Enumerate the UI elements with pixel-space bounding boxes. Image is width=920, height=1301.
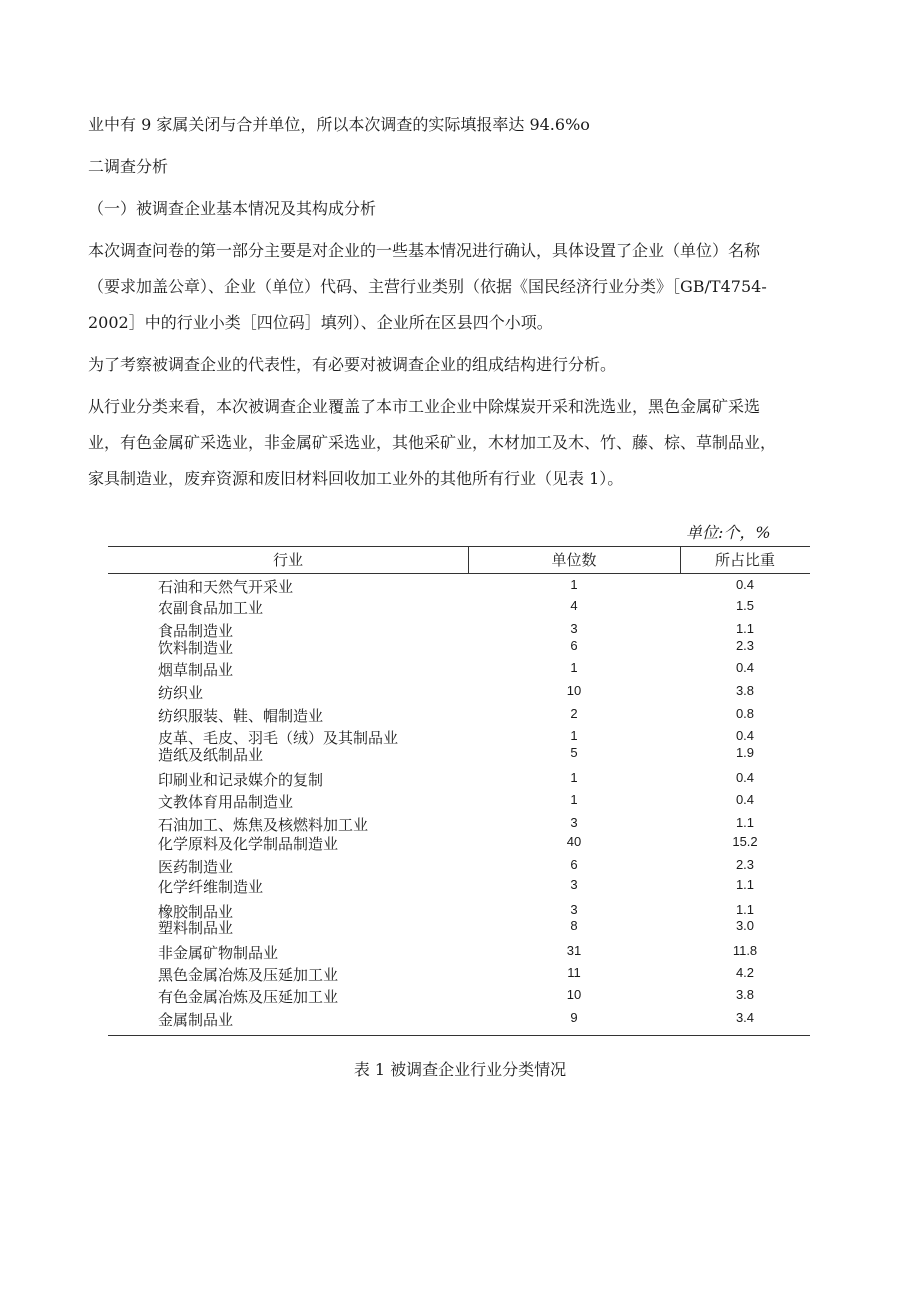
industry-name-cell: 纺织服装、鞋、帽制造业 xyxy=(158,707,324,725)
industry-name-cell: 农副食品加工业 xyxy=(158,599,264,617)
paragraph-questionnaire-line2: （要求加盖公章）、企业（单位）代码、主营行业类别（依据《国民经济行业分类》［GB/T4754- xyxy=(88,277,767,296)
paragraph-industry-line2: 业，有色金属矿采选业，非金属矿采选业，其他采矿业，木材加工及木、竹、藤、棕、草制品业， xyxy=(88,433,777,452)
industry-name-cell: 有色金属冶炼及压延加工业 xyxy=(158,988,339,1006)
industry-name-cell: 饮料制造业 xyxy=(158,639,234,657)
share-cell: 1.1 xyxy=(735,877,755,892)
unit-count-cell: 31 xyxy=(566,943,582,958)
share-cell: 1.9 xyxy=(735,745,755,760)
share-cell: 11.8 xyxy=(732,943,758,958)
table-row xyxy=(108,620,810,638)
unit-count-cell: 11 xyxy=(567,965,581,980)
paragraph-industry-line1: 从行业分类来看，本次被调查企业覆盖了本市工业企业中除煤炭开采和洗选业，黑色金属矿采选 xyxy=(88,397,761,416)
industry-name-cell: 造纸及纸制品业 xyxy=(158,746,264,764)
share-cell: 1.1 xyxy=(735,621,755,636)
table-row xyxy=(108,833,810,851)
industry-name-cell: 化学纤维制造业 xyxy=(158,878,264,896)
share-cell: 0.4 xyxy=(735,770,755,785)
unit-count-cell: 5 xyxy=(570,745,578,760)
industry-name-cell: 橡胶制品业 xyxy=(158,903,234,921)
table-header-rule xyxy=(108,573,810,574)
table-row xyxy=(108,637,810,655)
section-heading-analysis: 二调查分析 xyxy=(88,157,169,176)
share-cell: 3.8 xyxy=(735,987,755,1002)
share-cell: 0.4 xyxy=(735,577,755,592)
share-cell: 1.1 xyxy=(735,815,755,830)
unit-count-cell: 9 xyxy=(570,1010,578,1025)
industry-name-cell: 纺织业 xyxy=(158,684,204,702)
unit-count-cell: 40 xyxy=(566,834,582,849)
unit-count-cell: 3 xyxy=(570,902,578,917)
share-cell: 0.4 xyxy=(735,660,755,675)
paragraph-representativeness: 为了考察被调查企业的代表性，有必要对被调查企业的组成结构进行分析。 xyxy=(88,355,617,374)
share-cell: 1.1 xyxy=(735,902,755,917)
table-row xyxy=(108,705,810,723)
industry-name-cell: 非金属矿物制品业 xyxy=(158,944,279,962)
unit-count-cell: 1 xyxy=(570,577,578,592)
unit-count-cell: 10 xyxy=(566,987,582,1002)
table-row xyxy=(108,597,810,615)
header-industry: 行业 xyxy=(272,551,303,569)
unit-count-cell: 10 xyxy=(566,683,582,698)
table-row xyxy=(108,917,810,935)
unit-count-cell: 4 xyxy=(570,598,578,613)
table-row xyxy=(108,1009,810,1027)
table-top-rule xyxy=(108,546,810,547)
share-cell: 3.8 xyxy=(735,683,755,698)
industry-name-cell: 塑料制品业 xyxy=(158,919,234,937)
industry-name-cell: 石油和天然气开采业 xyxy=(158,578,294,596)
industry-name-cell: 化学原料及化学制品制造业 xyxy=(158,835,339,853)
table-row xyxy=(108,814,810,832)
paragraph-questionnaire-line3: 2002］中的行业小类［四位码］填列）、企业所在区县四个小项。 xyxy=(88,313,553,332)
share-cell: 3.4 xyxy=(735,1010,755,1025)
industry-name-cell: 烟草制品业 xyxy=(158,661,234,679)
industry-name-cell: 印刷业和记录媒介的复制 xyxy=(158,771,324,789)
industry-name-cell: 金属制品业 xyxy=(158,1011,234,1029)
unit-count-cell: 2 xyxy=(570,706,578,721)
table-row xyxy=(108,964,810,982)
industry-name-cell: 黑色金属冶炼及压延加工业 xyxy=(158,966,339,984)
unit-count-cell: 3 xyxy=(570,815,578,830)
unit-count-cell: 6 xyxy=(570,857,578,872)
table-row xyxy=(108,659,810,677)
table-row xyxy=(108,791,810,809)
unit-count-cell: 1 xyxy=(570,660,578,675)
table-row xyxy=(108,942,810,960)
table-row xyxy=(108,744,810,762)
table-row xyxy=(108,576,810,594)
table-caption: 表 1 被调查企业行业分类情况 xyxy=(353,1060,567,1079)
table-row xyxy=(108,727,810,745)
share-cell: 0.8 xyxy=(735,706,755,721)
header-share: 所占比重 xyxy=(714,551,775,569)
share-cell: 0.4 xyxy=(735,792,755,807)
paragraph-questionnaire-line1: 本次调查问卷的第一部分主要是对企业的一些基本情况进行确认，具体设置了企业（单位）名称 xyxy=(88,241,761,260)
unit-count-cell: 8 xyxy=(570,918,578,933)
unit-count-cell: 3 xyxy=(570,877,578,892)
table-row xyxy=(108,876,810,894)
share-cell: 2.3 xyxy=(735,857,755,872)
industry-table xyxy=(108,546,810,1036)
header-count: 单位数 xyxy=(551,551,597,569)
industry-name-cell: 医药制造业 xyxy=(158,858,234,876)
table-row xyxy=(108,856,810,874)
share-cell: 2.3 xyxy=(735,638,755,653)
industry-name-cell: 石油加工、炼焦及核燃料加工业 xyxy=(158,816,369,834)
paragraph-industry-line3: 家具制造业，废弃资源和废旧材料回收加工业外的其他所有行业（见表 1）。 xyxy=(88,469,624,488)
industry-name-cell: 皮革、毛皮、羽毛（绒）及其制品业 xyxy=(158,729,399,747)
share-cell: 0.4 xyxy=(735,728,755,743)
industry-name-cell: 文教体育用品制造业 xyxy=(158,793,294,811)
unit-count-cell: 1 xyxy=(570,792,578,807)
table-bottom-rule xyxy=(108,1035,810,1036)
table-row xyxy=(108,986,810,1004)
subsection-heading-basic-info: （一）被调查企业基本情况及其构成分析 xyxy=(88,199,377,218)
unit-count-cell: 1 xyxy=(570,728,578,743)
share-cell: 3.0 xyxy=(735,918,755,933)
table-row xyxy=(108,769,810,787)
industry-name-cell: 食品制造业 xyxy=(158,622,234,640)
table-row xyxy=(108,682,810,700)
table-unit-label: 单位:个，% xyxy=(686,523,771,542)
unit-count-cell: 1 xyxy=(570,770,578,785)
paragraph-fill-rate: 业中有 9 家属关闭与合并单位，所以本次调查的实际填报率达 94.6%o xyxy=(88,115,590,134)
unit-count-cell: 6 xyxy=(570,638,578,653)
share-cell: 4.2 xyxy=(735,965,755,980)
unit-count-cell: 3 xyxy=(570,621,578,636)
share-cell: 1.5 xyxy=(735,598,755,613)
share-cell: 15.2 xyxy=(732,834,758,849)
